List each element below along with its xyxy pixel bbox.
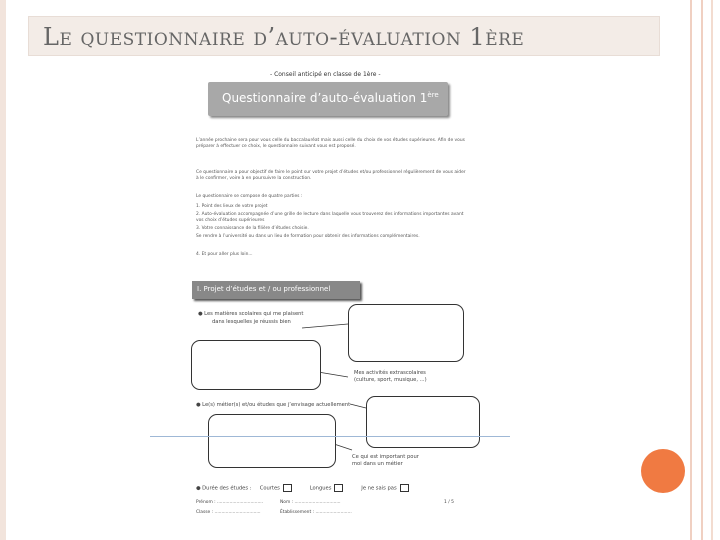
bubble-activites-answer[interactable] — [191, 340, 321, 390]
slide-title-bar — [28, 16, 660, 56]
part-item-2: 2. Auto-évaluation accompagnée d’une grille de lecture dans laquelle vous trouverez des informations importantes avant vos choix d’études supérieures — [196, 212, 464, 223]
part-item-1: 1. Point des lieux de votre projet — [196, 204, 268, 209]
slide-right-border-3 — [711, 0, 713, 540]
footer-nom: Nom : ................................. — [280, 500, 341, 505]
checkbox-ne-sais-pas[interactable] — [400, 484, 409, 492]
bullet-important-line1: Ce qui est important pour — [352, 454, 419, 460]
questionnaire-document — [188, 66, 478, 520]
document-header: - Conseil anticipé en classe de 1ère - — [270, 71, 381, 78]
checkbox-longues[interactable] — [334, 484, 343, 492]
slide-right-border-2 — [701, 0, 703, 540]
bubble-important-answer[interactable] — [366, 396, 480, 448]
slide-title: Le questionnaire d’auto-évaluation 1ère — [43, 23, 525, 51]
duree-row — [196, 484, 412, 493]
bullet-metiers: ● Le(s) métier(s) et/ou études que j’envisage actuellement — [196, 402, 351, 408]
slide-left-border — [0, 0, 6, 540]
slide-right-border-1 — [690, 0, 692, 540]
part-item-3-detail: Se rendre à l’université ou dans un lieu de formation pour obtenir des informations complémentaires. — [196, 234, 420, 239]
accent-circle — [641, 449, 685, 493]
intro-paragraph-1: L’année prochaine sera pour vous celle du baccalauréat mais aussi celle du choix de vos études supérieures. Afin de vous préparer à effectuer ce choix, le questionnaire suivant vous est proposé. — [196, 138, 465, 149]
bubble-matieres-answer[interactable] — [348, 304, 464, 362]
scan-guide-line — [150, 436, 510, 437]
section-title: I. Projet d’études et / ou professionnel — [197, 285, 331, 293]
bullet-matieres-line1: ● Les matières scolaires qui me plaisent — [198, 311, 304, 317]
duree-option-courtes: Courtes — [259, 485, 280, 492]
part-item-4: 4. Et pour aller plus loin... — [196, 252, 253, 257]
duree-option-ne-sais-pas: Je ne sais pas — [361, 485, 397, 492]
footer-classe: Classe : ................................. — [196, 510, 261, 515]
bullet-important-line2: moi dans un métier — [352, 461, 403, 467]
footer-page-number: 1 / 5 — [444, 500, 454, 505]
bullet-activites-line1: Mes activités extrascolaires — [354, 370, 426, 376]
questionnaire-title-text: Questionnaire d’auto-évaluation 1 — [222, 91, 428, 105]
checkbox-courtes[interactable] — [283, 484, 292, 492]
duree-option-longues: Longues — [309, 485, 332, 492]
footer-etablissement: Établissement : .......................... — [280, 510, 352, 515]
part-item-3: 3. Votre connaissance de la filière d’études choisie. — [196, 226, 309, 231]
duree-label: ● Durée des études : — [196, 485, 252, 492]
parts-intro: Le questionnaire se compose de quatre parties : — [196, 194, 303, 199]
intro-paragraph-2: Ce questionnaire a pour objectif de faire le point sur votre projet d’études et/ou professionnel régulièrement de vous aider à le confirmer, voire à en poursuivre la construction. — [196, 170, 466, 181]
bullet-activites-line2: (culture, sport, musique, ...) — [354, 377, 427, 383]
bubble-metiers-answer[interactable] — [208, 414, 336, 468]
questionnaire-title-sup: ère — [427, 91, 439, 99]
bullet-matieres-line2: dans lesquelles je réussis bien — [212, 319, 291, 325]
footer-prenom: Prénom : ................................. — [196, 500, 264, 505]
